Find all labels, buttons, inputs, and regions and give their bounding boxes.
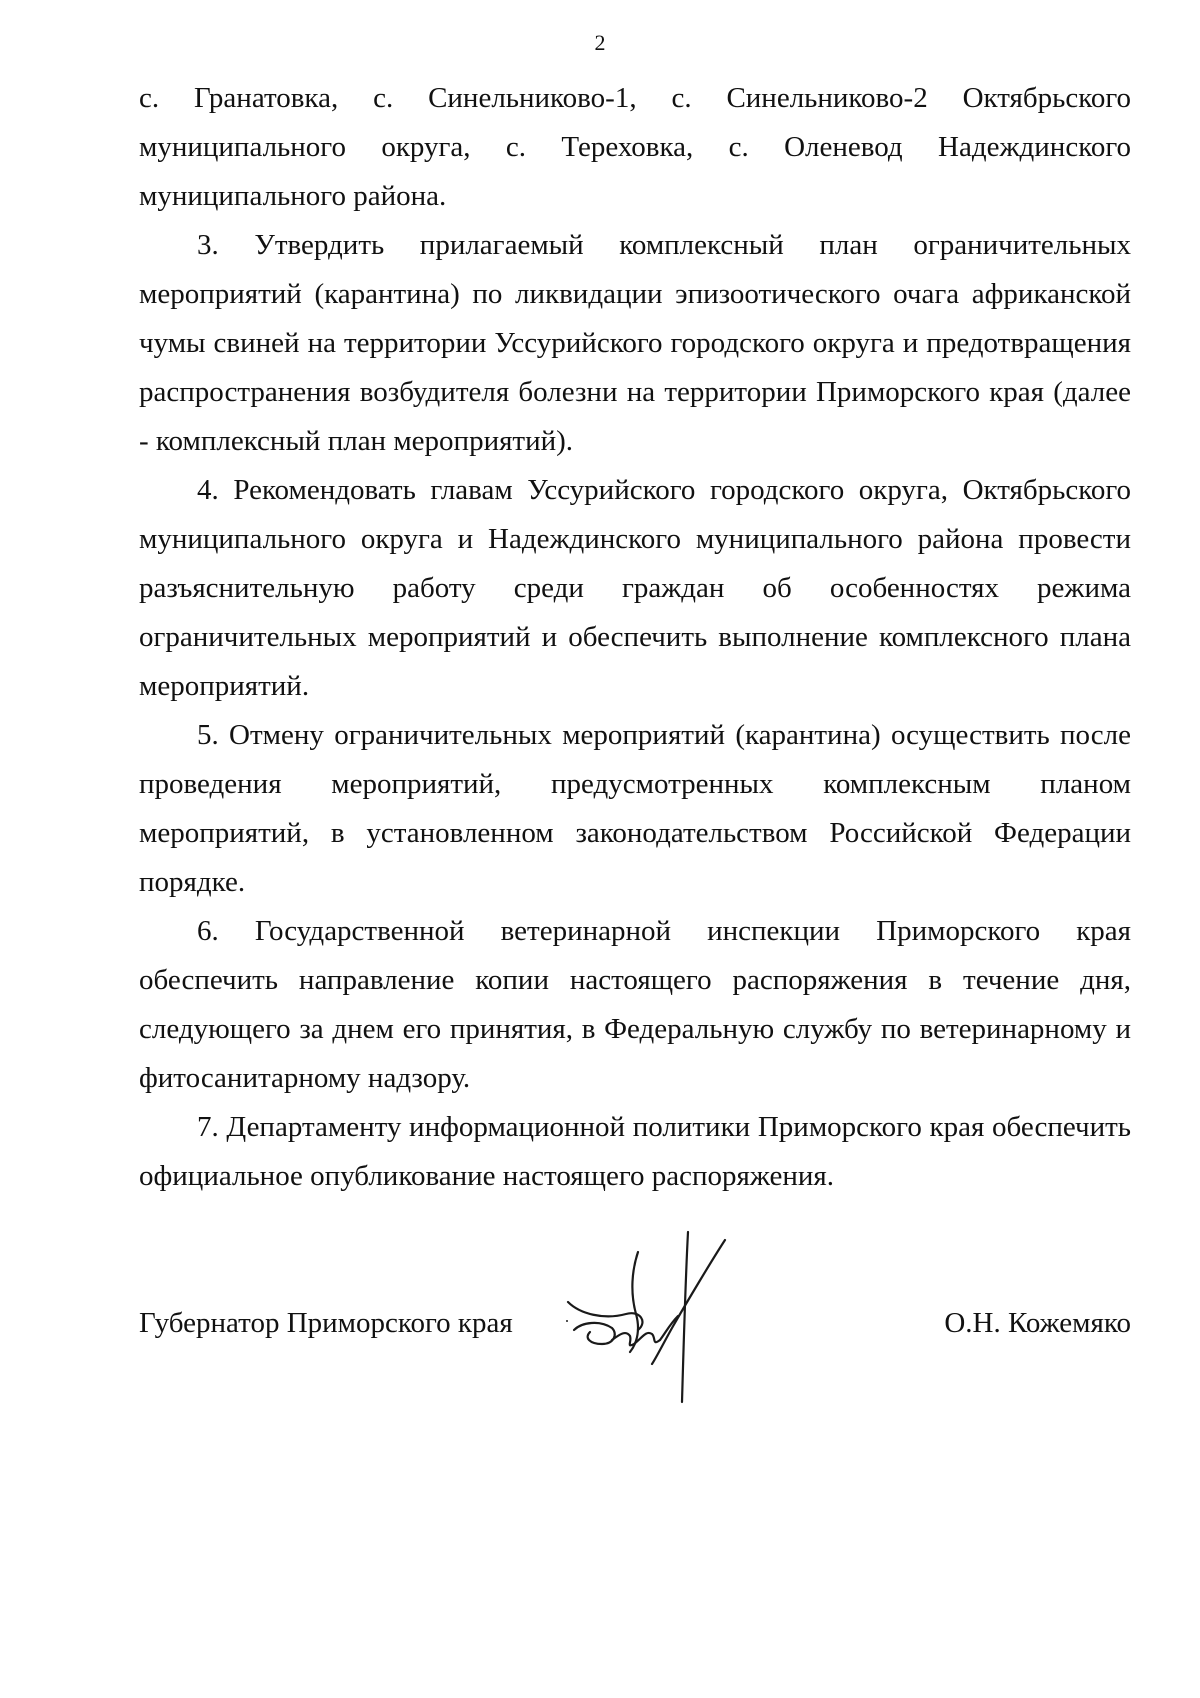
- paragraph-item-4: 4. Рекомендовать главам Уссурийского городского округа, Октябрьского муниципального округа и Надеждинского муниципального района провести разъяснительную работу среди граждан об особенностях режима ограничительных мероприятий и обеспечить выполнение комплексного плана мероприятий.: [139, 474, 1131, 702]
- signatory-name: О.Н. Кожемяко: [944, 1307, 1131, 1339]
- page-number: 2: [594, 30, 606, 55]
- paragraph-item-5: 5. Отмену ограничительных мероприятий (карантина) осуществить после проведения мероприятий, предусмотренных комплексным планом мероприятий, в установленном законодательством Российской Федерации порядке.: [139, 719, 1131, 898]
- paragraph-item-7: 7. Департаменту информационной политики Приморского края обеспечить официальное опубликование настоящего распоряжения.: [139, 1111, 1131, 1192]
- handwritten-signature: [560, 1230, 760, 1410]
- document-body: [139, 74, 1131, 1201]
- paragraph-continuation: с. Гранатовка, с. Синельниково-1, с. Синельниково-2 Октябрьского муниципального округа, с. Тереховка, с. Оленевод Надеждинского муниципального района.: [139, 82, 1131, 212]
- paragraph-item-3: 3. Утвердить прилагаемый комплексный план ограничительных мероприятий (карантина) по ликвидации эпизоотического очага африканской чумы свиней на территории Уссурийского городского округа и предотвращения распространения возбудителя болезни на территории Приморского края (далее - комплексный план мероприятий).: [139, 229, 1131, 457]
- scan-speck: [566, 1320, 568, 1322]
- paragraph-item-6: 6. Государственной ветеринарной инспекции Приморского края обеспечить направление копии настоящего распоряжения в течение дня, следующего за днем его принятия, в Федеральную службу по ветеринарному и фитосанитарному надзору.: [139, 915, 1131, 1094]
- signatory-title: Губернатор Приморского края: [139, 1307, 513, 1339]
